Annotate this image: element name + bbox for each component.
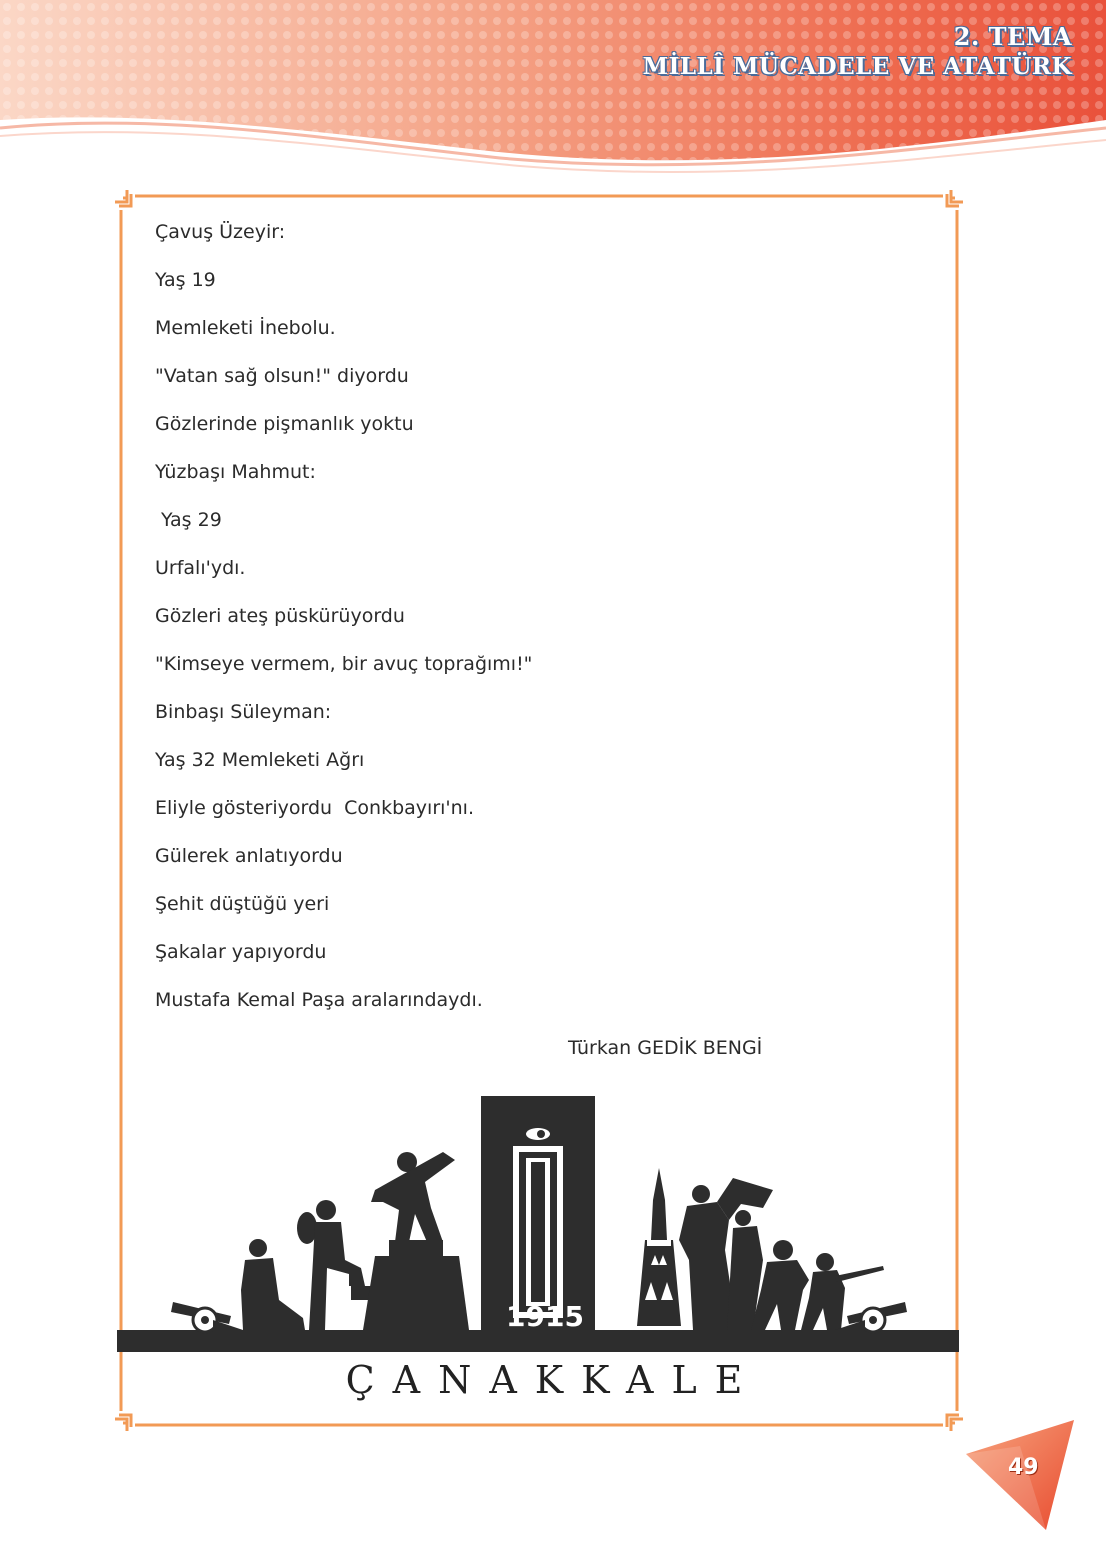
poem-author: Türkan GEDİK BENGİ: [568, 1037, 763, 1059]
poem-line: Urfalı'ydı.: [155, 557, 246, 579]
poem-line: Binbaşı Süleyman:: [155, 701, 332, 723]
poem-line: Çavuş Üzeyir:: [155, 221, 286, 243]
poem-line: Şakalar yapıyordu: [155, 941, 327, 963]
year-label: 1915: [506, 1300, 584, 1333]
poem-line: Eliyle gösteriyordu Conkbayırı'nı.: [155, 797, 474, 819]
theme-number: 2. TEMA: [953, 22, 1072, 51]
theme-title: MİLLÎ MÜCADELE VE ATATÜRK: [642, 53, 1072, 80]
poem-line: Yüzbaşı Mahmut:: [155, 461, 316, 483]
poem-line: Memleketi İnebolu.: [155, 317, 336, 339]
poem-line: Mustafa Kemal Paşa aralarındaydı.: [155, 989, 483, 1011]
poem-line: "Vatan sağ olsun!" diyordu: [155, 365, 409, 387]
poem-line: Yaş 19: [155, 269, 216, 291]
city-name: ÇANAKKALE: [345, 1358, 761, 1402]
poem-line: Gülerek anlatıyordu: [155, 845, 343, 867]
poem-text: [155, 220, 855, 1036]
poem-line: Yaş 29: [155, 509, 222, 531]
theme-heading: [643, 22, 1072, 82]
page-number: 49: [1008, 1455, 1039, 1480]
poem-line: Gözleri ateş püskürüyordu: [155, 605, 405, 627]
poem-line: "Kimseye vermem, bir avuç toprağımı!": [155, 653, 533, 675]
poem-line: Gözlerinde pişmanlık yoktu: [155, 413, 414, 435]
poem-line: Yaş 32 Memleketi Ağrı: [155, 749, 365, 771]
poem-line: Şehit düştüğü yeri: [155, 893, 330, 915]
